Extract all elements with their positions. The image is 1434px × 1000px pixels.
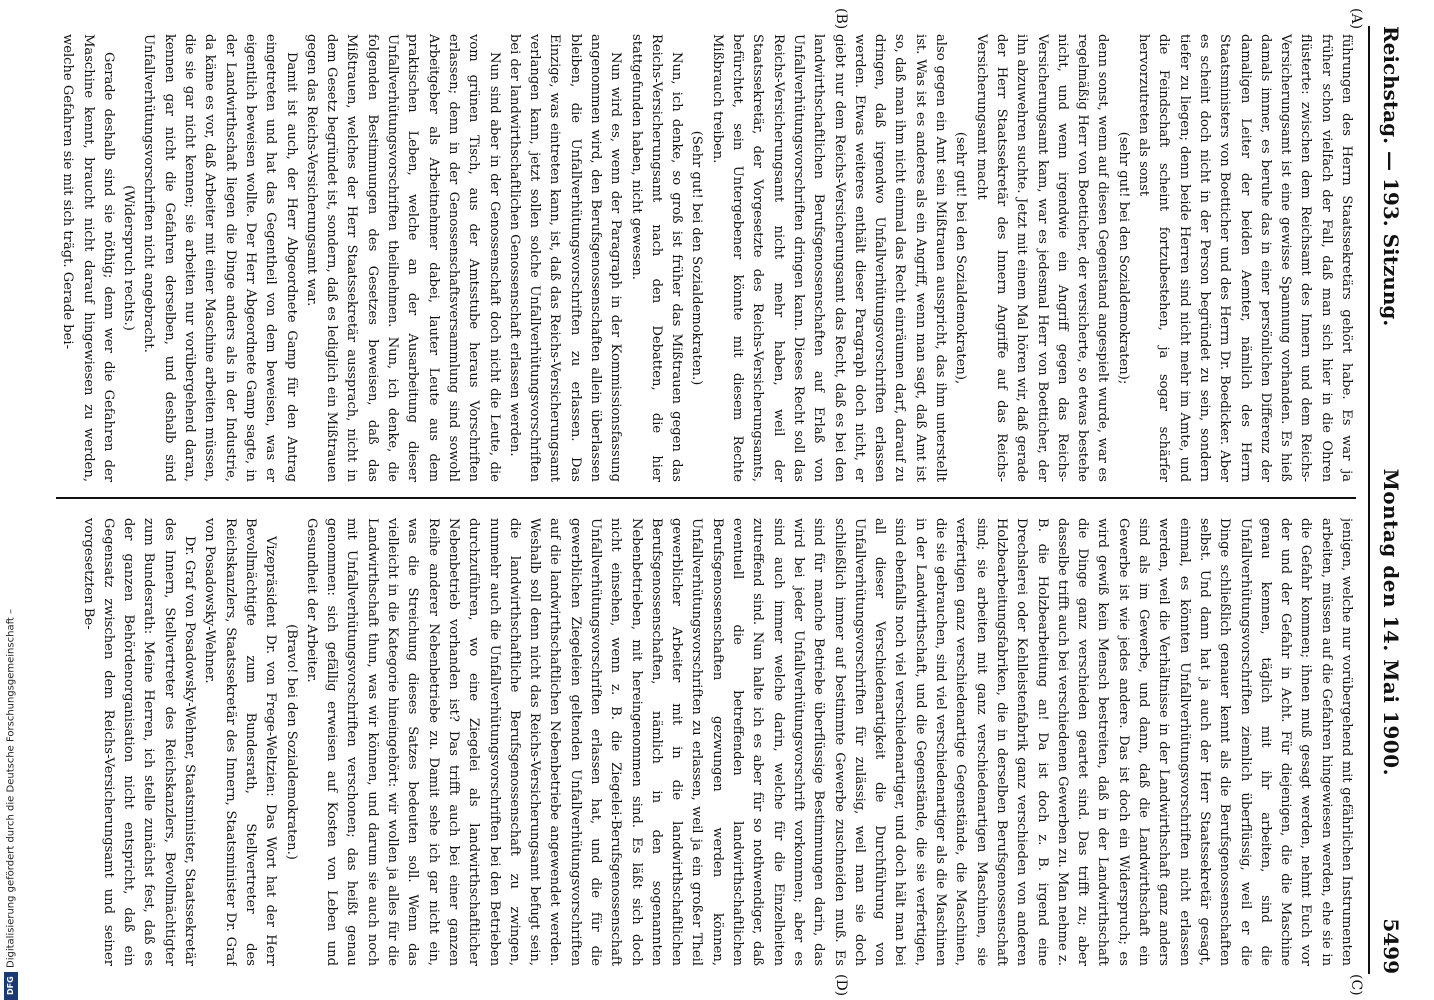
interjection: (Sehr gut! bei den Sozialdemokraten.) [689,130,705,386]
digitization-note-text: Digitalisierung gefördert durch die Deutsche Forschungsgemeinschaft – [5,608,17,968]
interjection: (sehr gut! bei den Sozialdemokraten), [953,131,969,385]
margin-mark-b: (B) [833,8,849,30]
paragraph: Vizepräsident Dr. von Frege-Weltzien: Das Wort hat der Herr Bevollmächtigte zum Bundesrath, Stellvertreter des Reichskanzlers, Staatssekretär des Innern, Staatsminister Dr. Graf von Posadowsky-Wehner. [202,518,279,966]
paragraph: führungen des Herrn Staatssekretärs gehört habe. Es war ja früher schon vielfach der Fall, daß man sich hier in die Ohren flüsterte: zwischen dem Reichsamt des Innern und dem Reichs-Versicherungsamt ist eine gewisse Spannung vorhanden. Es hieß damals immer, es beruhe das in einer persönlichen Differenz der damaligen Leiter der beiden Aemter, nämlich des Herrn Staatsministers von Boetticher und des Herrn Dr. Boedicker. Aber es scheint doch nicht in der Person begründet zu sein, sondern tiefer zu liegen; denn beide Herren sind nicht mehr im Amte, und die Feindschaft scheint fortzubestehen, ja sogar schärfer hervorzutreten als sonst [1136,34,1354,482]
paragraph: jenigen, welche nur vorübergehend mit gefährlichen Instrumenten arbeiten, müssen auf die Gefahren hingewiesen werden, ehe sie in die Gefahr kommen; ihnen muß gesagt werden, nehmt Euch vor der und der Gefahr in Acht. Für diejenigen, die die Maschine genau kennen, täglich mit ihr arbeiten, sind die Unfallverhütungsvorschriften ziemlich überflüssig, weil er die Dinge schließlich genauer kennt als die Berufsgenossenschaften selbst. Und dann hat ja auch der Herr Staatssekretär gesagt, einmal, es könnten Unfallverhütungsvorschriften nicht erlassen werden, weil die Verhältnisse in der Landwirthschaft ganz anders sind als im Gewerbe, und dann, daß die Landwirthschaft ein Gewerbe ist wie jedes andere. Das ist doch ein Widerspruch; es wird gewiß kein Mensch bestreiten, daß in der Landwirthschaft die Dinge ganz verschieden geartet sind. Das trifft zu; aber dasselbe trifft auch bei verschiedenen Gewerben zu. Man nehme z. B. die Holzbearbeitung an! Da ist doch z. B. irgend eine Drechslerei oder Kehlleistenfabrik ganz verschieden von anderen Holzbearbeitungsfabriken, die in derselben Berufsgenossenschaft sind; sie arbeiten mit ganz verschiedenartigen Maschinen, sie verfertigen ganz verschiedenartige Gegenstände, die Maschinen, die sie gebrauchen, sind viel verschiedenartiger als die Maschinen in der Landwirthschaft, und die Gegenstände, die sie verfertigen, sind ebenfalls noch viel verschiedenartiger, und doch hält man bei all dieser Verschiedenartigkeit die Durchführung von Unfallverhütungsvorschriften für zulässig, weil man sie doch schließlich immer auf bestimmte Gewerbe zuschneiden muß. Es sind für manche Betriebe überflüssige Bestimmungen darin, das wird bei jeder Unfallverhütungsvorschrift vorkommen; aber es sind auch immer welche darin, welche für die Einzelheiten zutreffend sind. Nun halte ich es aber für so nothwendiger, daß eventuell die betreffenden landwirthschaftlichen Berufsgenossenschaften gezwungen werden können, Unfallverhütungsvorschriften zu erlassen, weil ja ein großer Theil gewerblicher Arbeiter mit in die landwirthschaftlichen Berufsgenossenschaften, nämlich in den sogenannten Nebenbetrieben, mit hereingenommen sind. Es läßt sich doch nicht einsehen, wenn z. B. die Ziegelei-Berufsgenossenschaft Unfallverhütungsvorschriften erlassen hat, und die für die gewerblichen Ziegeleien geltenden Unfallverhütungsvorschriften auf die landwirthschaftlichen Nebenbetriebe angewendet werden. Weshalb soll denn nicht das Reichs-Versicherungsamt befugt sein, die landwirthschaftliche Berufsgenossenschaft zu zwingen, nunmehr auch die Unfallverhütungsvorschriften bei den Betrieben durchzuführen, wo eine Ziegelei als landwirthschaftlicher Nebenbetrieb vorhanden ist? Das trifft auch bei einer ganzen Reihe anderer Nebenbetriebe zu. Damit sehe ich gar nicht ein, was die Streichung dieses Satzes bedeuten soll. Wenn das vielleicht in die Kategorie hineingehört: wir wollen ja alles für die Landwirthschaft thun, was wir können, und darum sie auch noch mit Unfallverhütungsvorschriften verschonen; das heißt genau genommen: sich gefällig erweisen auf Kosten von Leben und Gesundheit der Arbeiter. [303,518,1354,966]
page-header [1374,26,1408,974]
dfg-logo-icon: DFG [4,972,18,1000]
paragraph: also gegen ein Amt sein Mißtrauen ausspricht, das ihm unterstellt ist. Was ist es anderes als ein Angriff, wenn man sagt, daß Amt ist so, daß man ihm nicht einmal das Recht einräumen darf, darauf zu dringen, daß irgendwo Unfallverhütungsvorschriften erlassen werden. Etwas weiteres enthält dieser Paragraph doch nicht, er giebt nur dem Reichs-Versicherungsamt das Recht, daß es bei den landwirthschaftlichen Berufsgenossenschaften auf Erlaß von Unfallverhütungsvorschriften dringen kann. Dieses Recht soll das Reichs-Versicherungsamt nicht mehr haben, weil der Staatssekretär, der Vorgesetzte des Reichs-Versicherungsamts, befürchtet, sein Untergebener könnte mit diesem Rechte Mißbrauch treiben. [709,34,949,482]
paragraph: Nun sind aber in der Genossenschaft doch nicht die Leute, die vom grünen Tisch, aus der Amtsstube heraus Vorschriften erlassen; denn in der Genossenschaftsversammlung sind sowohl Arbeitgeber als Arbeitnehmer dabei, lauter Leute aus dem praktischen Leben, welche an der Ausarbeitung dieser Unfallverhütungsvorschriften theilnehmen. Nun, ich denke, die folgenden Bestimmungen des Gesetzes beweisen, daß das Mißtrauen, welches der Herr Staatssekretär aussprach, nicht in dem Gesetz begründet ist, sondern, daß es lediglich ein Mißtrauen gegen das Reichs-Versicherungsamt war. [303,34,502,482]
left-column [56,34,1356,482]
paragraph: Dr. Graf von Posadowsky-Wehner, Staatsminister, Staatssekretär des Innern, Stellvertreter des Reichskanzlers, Bevollmächtigter zum Bundesrath: Meine Herren, ich stelle zunächst fest, daß es der ganzen Behördenorganisation nicht entspricht, daß ein Gegensatz zwischen dem Reichs-Versicherungsamt und seiner vorgesetzten Be- [80,518,198,966]
margin-mark-d: (D) [833,974,849,997]
paragraph: Nun wird es, wenn der Paragraph in der Kommissionsfassung angenommen wird, den Berufsgenossenschaften allein überlassen bleiben, die Unfallverhütungsvorschriften zu erlassen. Das Einzige, was eintreten kann, ist, daß das Reichs-Versicherungsamt verlangen kann, jetzt sollen solche Unfallverhütungsvorschriften bei der landwirthschaftlichen Genossenschaft erlassen werden. [506,34,624,482]
header-date: Montag den 14. Mai 1900. [1379,468,1403,777]
digitization-note [2,0,20,1000]
interjection: (Bravo! bei den Sozialdemokraten.) [283,624,299,860]
page-number: 5499 [1379,918,1403,974]
paragraph: Nun, ich denke, so groß ist früher das Mißtrauen gegen das Reichs-Versicherungsamt nach den Debatten, die hier stattgefunden haben, nicht gewesen. [628,34,685,482]
right-column [56,518,1356,966]
margin-mark-c: (C) [1348,974,1364,996]
column-divider [56,497,1356,499]
paragraph: Damit ist auch, der Herr Abgeordnete Gamp für den Antrag eingetreten und hat das Gegentheil von dem beweisen, was er eigentlich beweisen wollte. Der Herr Abgeordnete Gamp sagte, in der Landwirthschaft liegen die Dinge anders als in der Industrie, da käme es vor, daß Arbeiter mit einer Maschine arbeiten müssen, die sie gar nicht kennen; sie arbeiten nur vorübergehend daran, kennen gar nicht die Gefahren derselben, und deshalb sind Unfallverhütungsvorschriften nicht angebracht. [141,34,299,482]
interjection: (sehr gut! bei den Sozialdemokraten); [1115,131,1131,385]
interjection: (Widerspruch rechts.) [121,185,137,331]
paragraph: denn sonst, wenn auf diesen Gegenstand angespielt wurde, war es regelmäßig Herr von Boetticher, der versicherte, so etwas bestehe nicht, und wenn irgendwie ein Angriff gegen das Reichs-Versicherungsamt kam, war es jedesmal Herr von Boetticher, der ihn abzuwehren suchte. Jetzt mit einem Mal hören wir, daß gerade der Herr Staatssekretär des Innern Angriffe auf das Reichs-Versicherungsamt macht [973,34,1111,482]
scanned-page [34,0,1434,1000]
header-session: Reichstag. — 193. Sitzung. [1379,26,1403,327]
header-rule [1368,26,1370,974]
paragraph: Gerade deshalb sind sie nöthig; denn wer die Gefahren der Maschine kennt, braucht nicht darauf hingewiesen zu werden, welche Gefahren sie mit sich trägt. Gerade bei- [60,34,116,482]
margin-mark-a: (A) [1348,8,1364,30]
